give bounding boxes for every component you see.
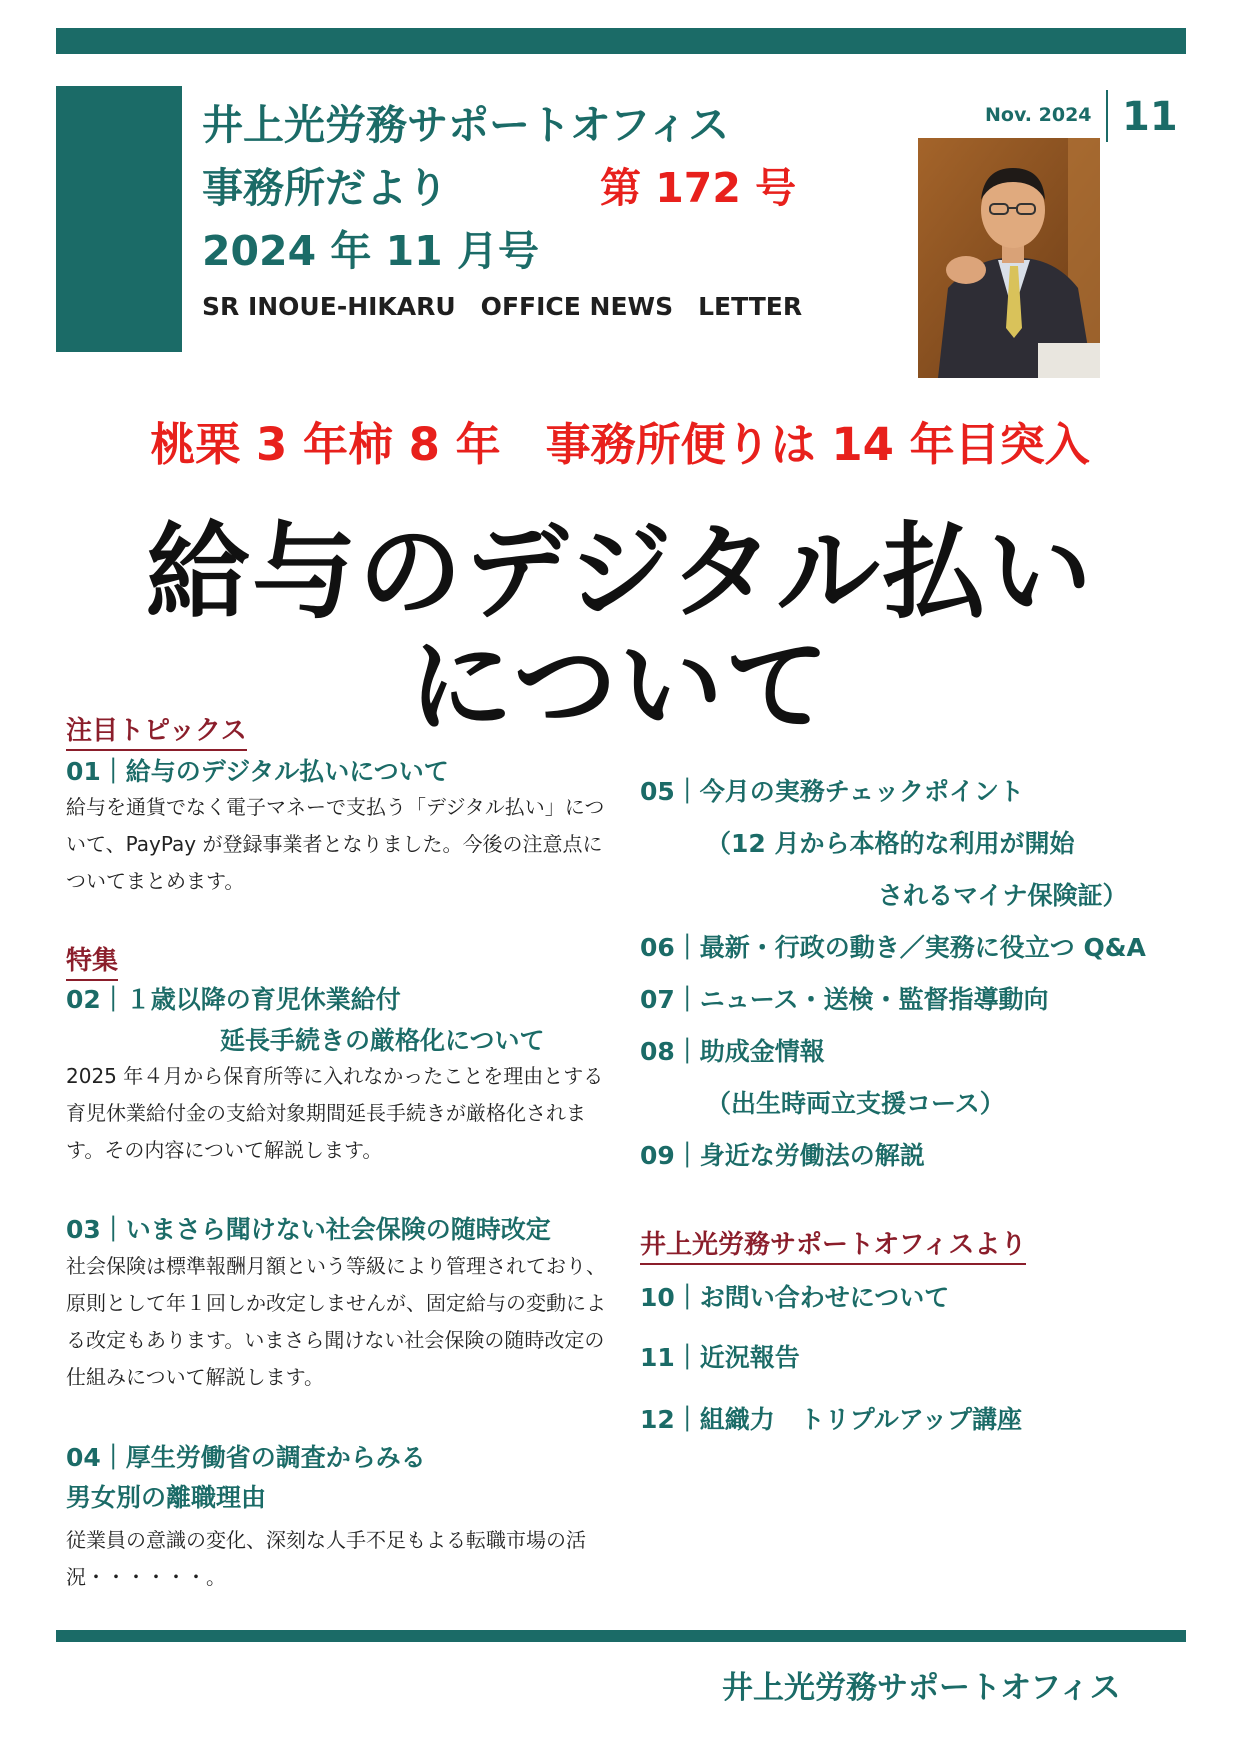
office-title: 井上光労務サポートオフィス (202, 101, 730, 149)
item-02-title-line1[interactable]: 02｜１歳以降の育児休業給付 (66, 985, 401, 1014)
section-label-feature: 特集 (66, 940, 118, 981)
item-05-title-line3[interactable]: されるマイナ保険証） (878, 881, 1128, 910)
item-03-body: 社会保険は標準報酬月額という等級により管理されており、原則として年１回しか改定しませんが、固定給与の変動による改定もあります。いまさら聞けない社会保険の随時改定の仕組みについて解説します。 (66, 1254, 606, 1389)
item-06-title[interactable]: 06｜最新・行政の動き／実務に役立つ Q&A (640, 933, 1146, 962)
portrait-photo (918, 138, 1100, 378)
newsletter-name: 事務所だより (202, 164, 448, 212)
tagline-headline: 桃栗 3 年柿 8 年 事務所便りは 14 年目突入 (150, 418, 1090, 471)
item-12-title[interactable]: 12｜組織力 トリプルアップ講座 (640, 1405, 1023, 1434)
section-label-office: 井上光労務サポートオフィスより (640, 1224, 1026, 1265)
item-01-title[interactable]: 01｜給与のデジタル払いについて (66, 757, 449, 786)
main-headline-line1: 給与のデジタル払い (146, 511, 1094, 633)
item-11-title[interactable]: 11｜近況報告 (640, 1343, 800, 1372)
item-09-title[interactable]: 09｜身近な労働法の解説 (640, 1141, 925, 1170)
page-number: 11 (1122, 94, 1178, 140)
item-10-title[interactable]: 10｜お問い合わせについて (640, 1283, 950, 1312)
date-label: Nov. 2024 (985, 104, 1092, 126)
item-04-title-line1[interactable]: 04｜厚生労働省の調査からみる (66, 1443, 426, 1472)
item-03-title[interactable]: 03｜いまさら聞けない社会保険の随時改定 (66, 1215, 551, 1244)
top-divider-bar (56, 28, 1186, 54)
main-headline-line2: について (409, 625, 831, 747)
header-accent-block (56, 86, 182, 352)
item-01-body: 給与を通貨でなく電子マネーで支払う「デジタル払い」について、PayPay が登録事業者となりました。今後の注意点についてまとめます。 (66, 795, 605, 893)
footer-office-name: 井上光労務サポートオフィス (722, 1670, 1121, 1706)
item-08-title-line2[interactable]: （出生時両立支援コース） (706, 1089, 1005, 1118)
newsletter-subtitle: SR INOUE-HIKARU OFFICE NEWS LETTER (202, 292, 803, 321)
issue-month: 2024 年 11 月号 (202, 227, 539, 275)
date-separator (1106, 90, 1108, 142)
bottom-divider-bar (56, 1630, 1186, 1642)
issue-number: 第 172 号 (600, 164, 797, 212)
item-02-title-line2[interactable]: 延長手続きの厳格化について (220, 1026, 545, 1055)
item-05-title-line1[interactable]: 05｜今月の実務チェックポイント (640, 777, 1025, 806)
item-05-title-line2[interactable]: （12 月から本格的な利用が開始 (706, 829, 1075, 858)
item-04-title-line2[interactable]: 男女別の離職理由 (66, 1483, 267, 1512)
item-02-body: 2025 年４月から保育所等に入れなかったことを理由とする育児休業給付金の支給対象期間延長手続きが厳格化されます。その内容について解説します。 (66, 1064, 604, 1162)
item-04-body: 従業員の意識の変化、深刻な人手不足もよる転職市場の活況・・・・・・。 (66, 1528, 586, 1589)
item-08-title-line1[interactable]: 08｜助成金情報 (640, 1037, 825, 1066)
section-label-topics: 注目トピックス (66, 710, 247, 751)
item-07-title[interactable]: 07｜ニュース・送検・監督指導動向 (640, 985, 1049, 1014)
